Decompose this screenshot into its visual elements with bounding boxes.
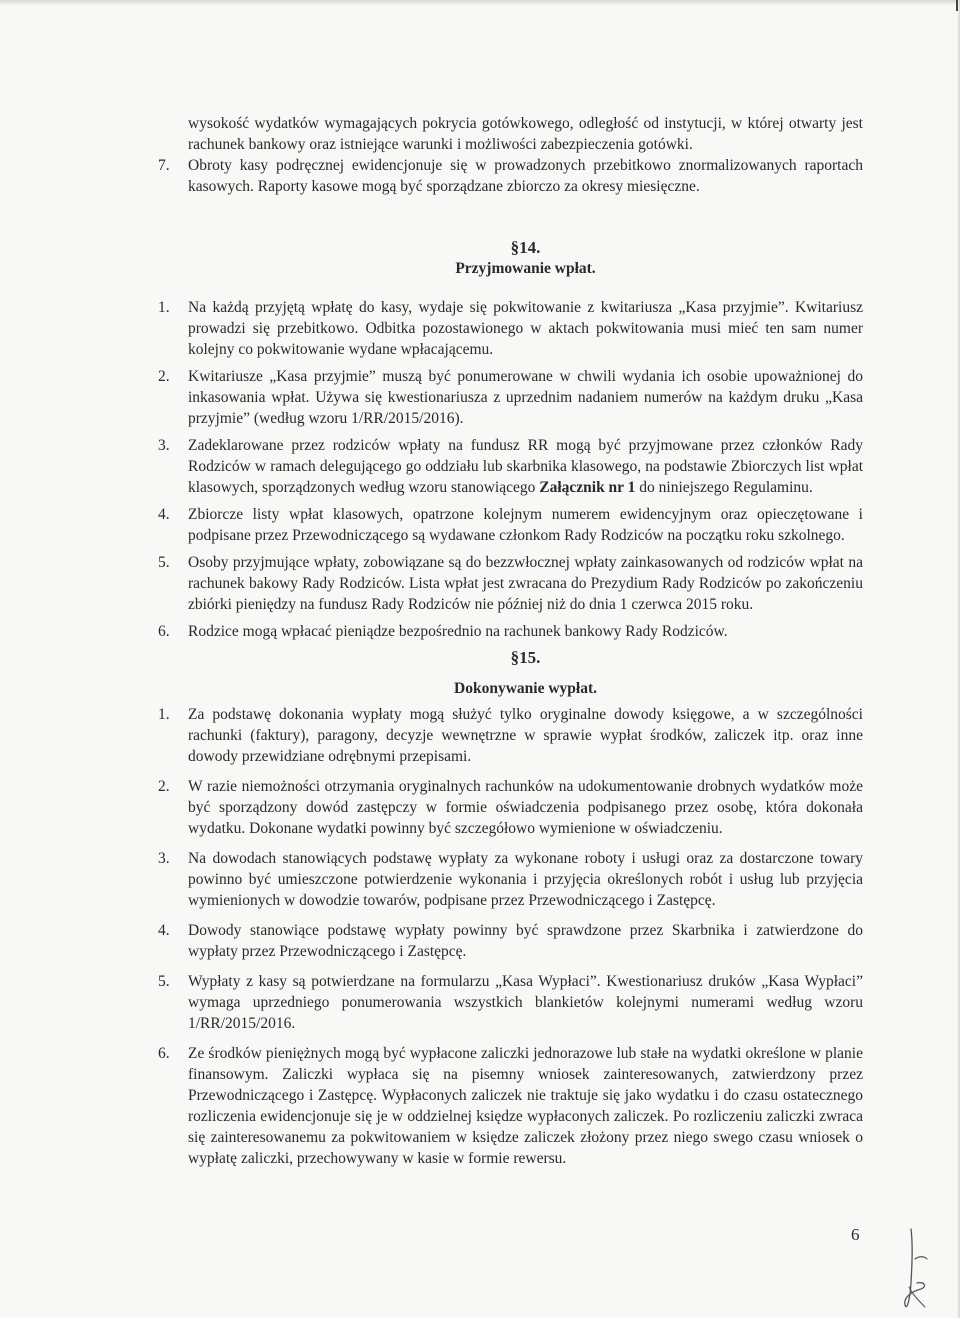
s15-item-3 [158, 848, 863, 911]
initials-signature-icon [895, 1225, 935, 1315]
item-number: 1. [158, 706, 170, 723]
item-number: 6. [158, 623, 170, 640]
item-text: Zbiorcze listy wpłat klasowych, opatrzone kolejnym numerem ewidencyjnym oraz opieczętowane i podpisane przez Przewodniczącego są wydawane członkom Rady Rodziców na początku roku szkolnego. [188, 506, 863, 544]
item-text: Obroty kasy podręcznej ewidencjonuje się w prowadzonych przebitkowo znormalizowanych raportach kasowych. Raporty kasowe mogą być sporządzane zbiorczo za okresy miesięczne. [188, 157, 863, 195]
section-15-title: Dokonywanie wypłat. [454, 680, 597, 697]
item-text: Ze środków pieniężnych mogą być wypłacone zaliczki jednorazowe lub stałe na wydatki określone w planie finansowym. Zaliczki wypłaca się na pisemny wniosek zainteresowanych, zatwierdzony przez Przewodniczącego i Zastępcę. Wypłaconych zaliczek nie traktuje się jako wydatku i do czasu ostatecznego rozliczenia ewidencjonuje się je w oddzielnej księdze wypłaconych zaliczek. Po rozliczeniu zaliczki zwraca się zainteresowanemu za pokwitowaniem w księdze zaliczek złożony przez niego swego czasu wniosek o wypłatę zaliczki, przechowywany w kasie w formie rewersu. [188, 1045, 863, 1167]
scan-corner-mark [956, 0, 958, 11]
list-item-7 [158, 155, 863, 197]
item-number: 7. [158, 157, 170, 174]
section-14-title: Przyjmowanie wpłat. [455, 260, 596, 277]
section-14-number: §14. [510, 238, 541, 257]
item-number: 3. [158, 850, 170, 867]
item-text: Kwitariusze „Kasa przyjmie” muszą być ponumerowane w chwili wydania ich osobie upoważnionej do inkasowania wpłat. Używa się kwestionariusza z uprzednim nadaniem numerów na każdym druku „Kasa przyjmie” (według wzoru 1/RR/2015/2016). [188, 368, 863, 427]
item-number: 4. [158, 506, 170, 523]
item-number: 5. [158, 554, 170, 571]
scan-top-edge [0, 0, 960, 5]
continuation-paragraph: wysokość wydatków wymagających pokrycia gotówkowego, odległość od instytucji, w której otwarty jest rachunek bankowy oraz istniejące warunki i możliwości zabezpieczenia gotówki. [188, 115, 863, 153]
item-text: Na dowodach stanowiących podstawę wypłaty za wykonane roboty i usługi oraz za dostarczone towary powinno być umieszczone potwierdzenie wykonania i przyjęcia określonych robót i usług lub przyjęcia wymienionych w dowodzie towarów, podpisane przez Przewodniczącego i Zastępcę. [188, 850, 863, 909]
attachment-reference: Załącznik nr 1 [539, 479, 636, 496]
item-number: 3. [158, 437, 170, 454]
item-text: Za podstawę dokonania wypłaty mogą służyć tylko oryginalne dowody księgowe, a w szczególności rachunki (faktury), paragony, decyzje wewnętrzne w sprawie wypłat środków, zaliczek itp. oraz inne dowody przewidziane odrębnymi przepisami. [188, 706, 863, 765]
item-text: Rodzice mogą wpłacać pieniądze bezpośrednio na rachunek bankowy Rady Rodziców. [188, 623, 728, 640]
page-number: 6 [851, 1225, 860, 1244]
s15-item-6 [158, 1043, 863, 1169]
item-text-a: Zadeklarowane przez rodziców wpłaty na fundusz RR mogą być przyjmowane przez członków Rady Rodziców w ramach delegującego go oddziału lub skarbnika klasowego, na podstawie Zbiorczych list wpłat klasowych, sporządzonych według wzoru stanowiącego [188, 437, 863, 496]
item-number: 2. [158, 368, 170, 385]
document-body [158, 113, 863, 1169]
item-text: Osoby przyjmujące wpłaty, zobowiązane są do bezzwłocznej wpłaty zainkasowanych od rodziców wpłat na rachunek bakowy Rady Rodziców. Lista wpłat jest zwracana do Prezydium Rady Rodziców po zakończeniu zbiórki pieniędzy na fundusz Rady Rodziców nie później niż do dnia 1 czerwca 2015 roku. [188, 554, 863, 613]
item-number: 5. [158, 973, 170, 990]
s14-item-2 [158, 366, 863, 429]
item-number: 4. [158, 922, 170, 939]
s15-item-4 [158, 920, 863, 962]
item-text-b: do niniejszego Regulaminu. [635, 479, 813, 496]
s15-item-2 [158, 776, 863, 839]
item-number: 6. [158, 1045, 170, 1062]
s15-item-5 [158, 971, 863, 1034]
s14-item-1 [158, 297, 863, 360]
s14-item-3 [158, 435, 863, 498]
section-15-number: §15. [510, 648, 541, 667]
item-text: Dowody stanowiące podstawę wypłaty powinny być sprawdzone przez Skarbnika i zatwierdzone do wypłaty przez Przewodniczącego i Zastępcę. [188, 922, 863, 960]
item-text: Na każdą przyjętą wpłatę do kasy, wydaje się pokwitowanie z kwitariusza „Kasa przyjmie”. Kwitariusz prowadzi się przebitkowo. Odbitka pozostawionego w aktach pokwitowania musi mieć ten sam numer kolejny co pokwitowanie wydane wpłacającemu. [188, 299, 863, 358]
s14-item-4 [158, 504, 863, 546]
s14-item-6 [158, 621, 863, 642]
item-text: W razie niemożności otrzymania oryginalnych rachunków na udokumentowanie drobnych wydatków może być sporządzony dowód zastępczy w formie oświadczenia podpisanego przez osobę, która dokonała wydatku. Dokonane wydatki powinny być szczegółowo wymienione w oświadczeniu. [188, 778, 863, 837]
item-number: 2. [158, 778, 170, 795]
s14-item-5 [158, 552, 863, 615]
item-text: Wypłaty z kasy są potwierdzane na formularzu „Kasa Wypłaci”. Kwestionariusz druków „Kasa Wypłaci” wymaga uprzedniego ponumerowania wszystkich blankietów kolejnymi numerami według wzoru 1/RR/2015/2016. [188, 973, 863, 1032]
item-number: 1. [158, 299, 170, 316]
s15-item-1 [158, 704, 863, 767]
